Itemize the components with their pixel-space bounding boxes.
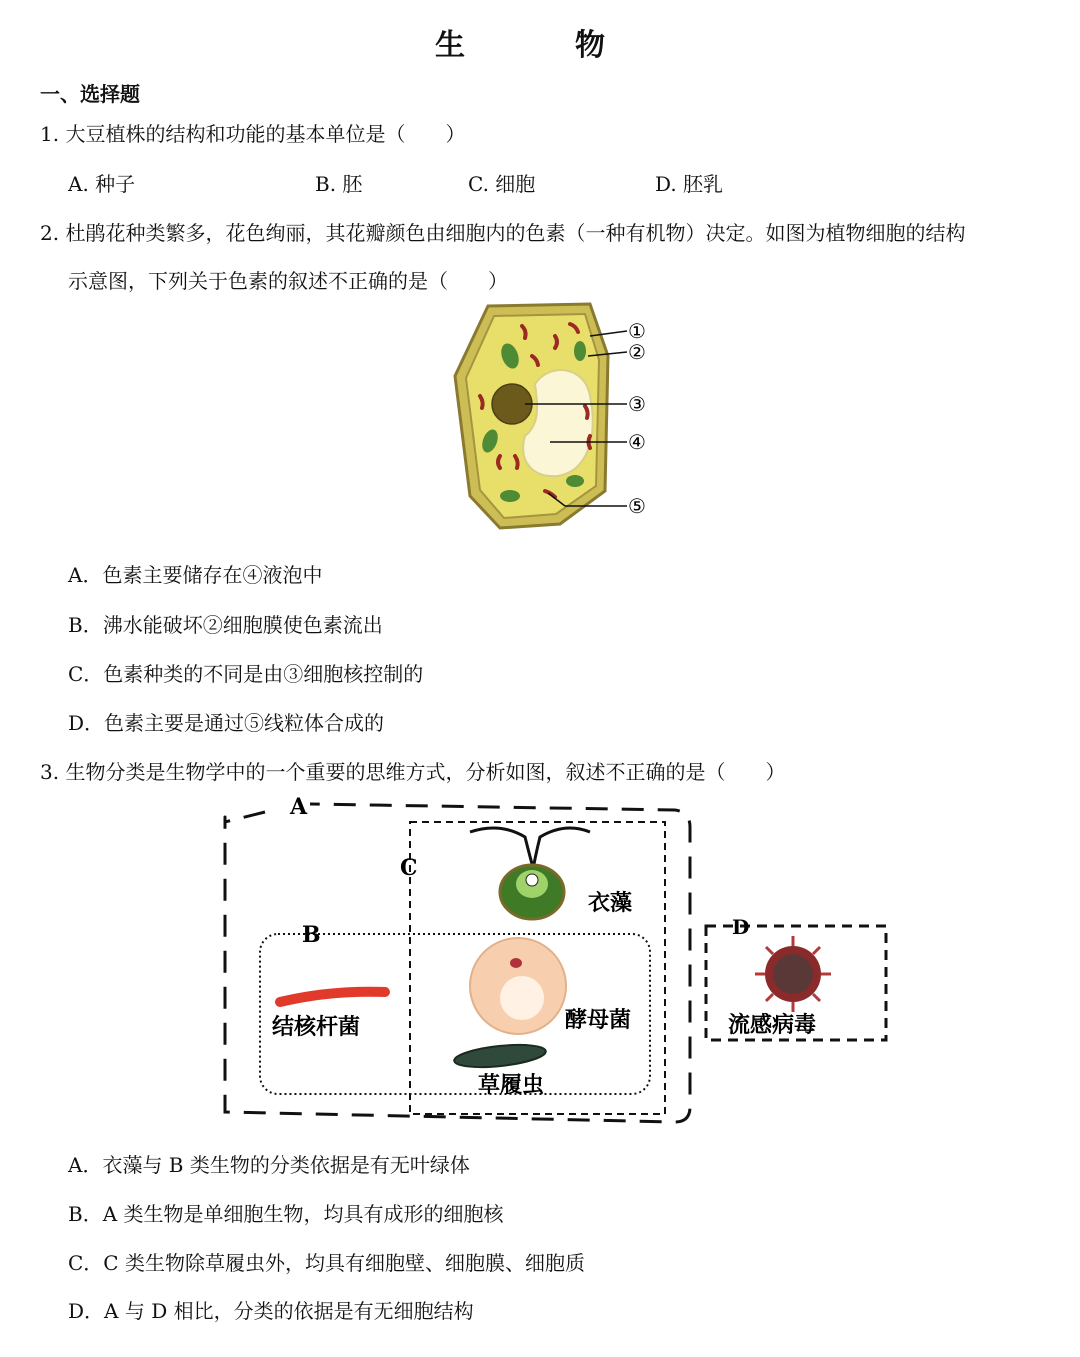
page-title: 生 物	[435, 28, 645, 63]
group-c-label: C	[400, 855, 418, 881]
question-1-stem: 1. 大豆植株的结构和功能的基本单位是（ ）	[40, 122, 466, 146]
question-2-stem-line1: 2. 杜鹃花种类繁多，花色绚丽，其花瓣颜色由细胞内的色素（一种有机物）决定。如图为植物细胞的结构	[40, 221, 966, 245]
q2-option-c: C．色素种类的不同是由③细胞核控制的	[68, 662, 424, 686]
group-a-label: A	[290, 794, 308, 820]
q1-option-b: B. 胚	[315, 172, 363, 196]
tuberculosis-label: 结核杆菌	[272, 1014, 361, 1040]
label-2: ②	[628, 340, 646, 364]
chloroplast	[566, 475, 584, 487]
mitochondrion	[498, 456, 500, 468]
q3-option-c: C．C 类生物除草履虫外，均具有细胞壁、细胞膜、细胞质	[68, 1251, 585, 1275]
yeast-label: 酵母菌	[565, 1007, 632, 1033]
label-4: ④	[628, 430, 646, 454]
q2-option-a: A．色素主要储存在④液泡中	[68, 563, 323, 587]
question-2-stem-line2: 示意图，下列关于色素的叙述不正确的是（ ）	[68, 269, 508, 293]
influenza-label: 流感病毒	[728, 1012, 817, 1038]
q2-option-b: B．沸水能破坏②细胞膜使色素流出	[68, 613, 383, 637]
label-1: ①	[628, 319, 646, 343]
section-heading: 一、选择题	[40, 82, 140, 106]
influenza-virus	[755, 936, 831, 1012]
q3-option-b: B．A 类生物是单细胞生物，均具有成形的细胞核	[68, 1202, 504, 1226]
mitochondrion	[555, 336, 557, 348]
group-a-box	[225, 804, 690, 1122]
group-d-label: D	[732, 915, 750, 939]
plant-cell-diagram	[440, 296, 660, 540]
label-5: ⑤	[628, 494, 646, 518]
classification-diagram	[210, 792, 900, 1137]
q2-option-d: D．色素主要是通过⑤线粒体合成的	[68, 711, 385, 735]
q1-option-d: D. 胚乳	[655, 172, 724, 196]
tuberculosis-bacillus	[280, 992, 385, 1002]
q3-option-d: D．A 与 D 相比，分类的依据是有无细胞结构	[68, 1299, 474, 1323]
q1-option-a: A. 种子	[68, 172, 136, 196]
label-3: ③	[628, 392, 646, 416]
paramecium	[453, 1041, 547, 1071]
q1-option-c: C. 细胞	[468, 172, 536, 196]
chloroplast	[500, 490, 520, 502]
chlamydomonas-label: 衣藻	[588, 890, 633, 916]
group-b-label: B	[302, 922, 321, 948]
q3-option-a: A．衣藻与 B 类生物的分类依据是有无叶绿体	[68, 1153, 470, 1177]
chloroplast	[574, 341, 586, 361]
question-3-stem: 3. 生物分类是生物学中的一个重要的思维方式，分析如图，叙述不正确的是（ ）	[40, 760, 786, 784]
paramecium-label: 草履虫	[478, 1072, 545, 1098]
